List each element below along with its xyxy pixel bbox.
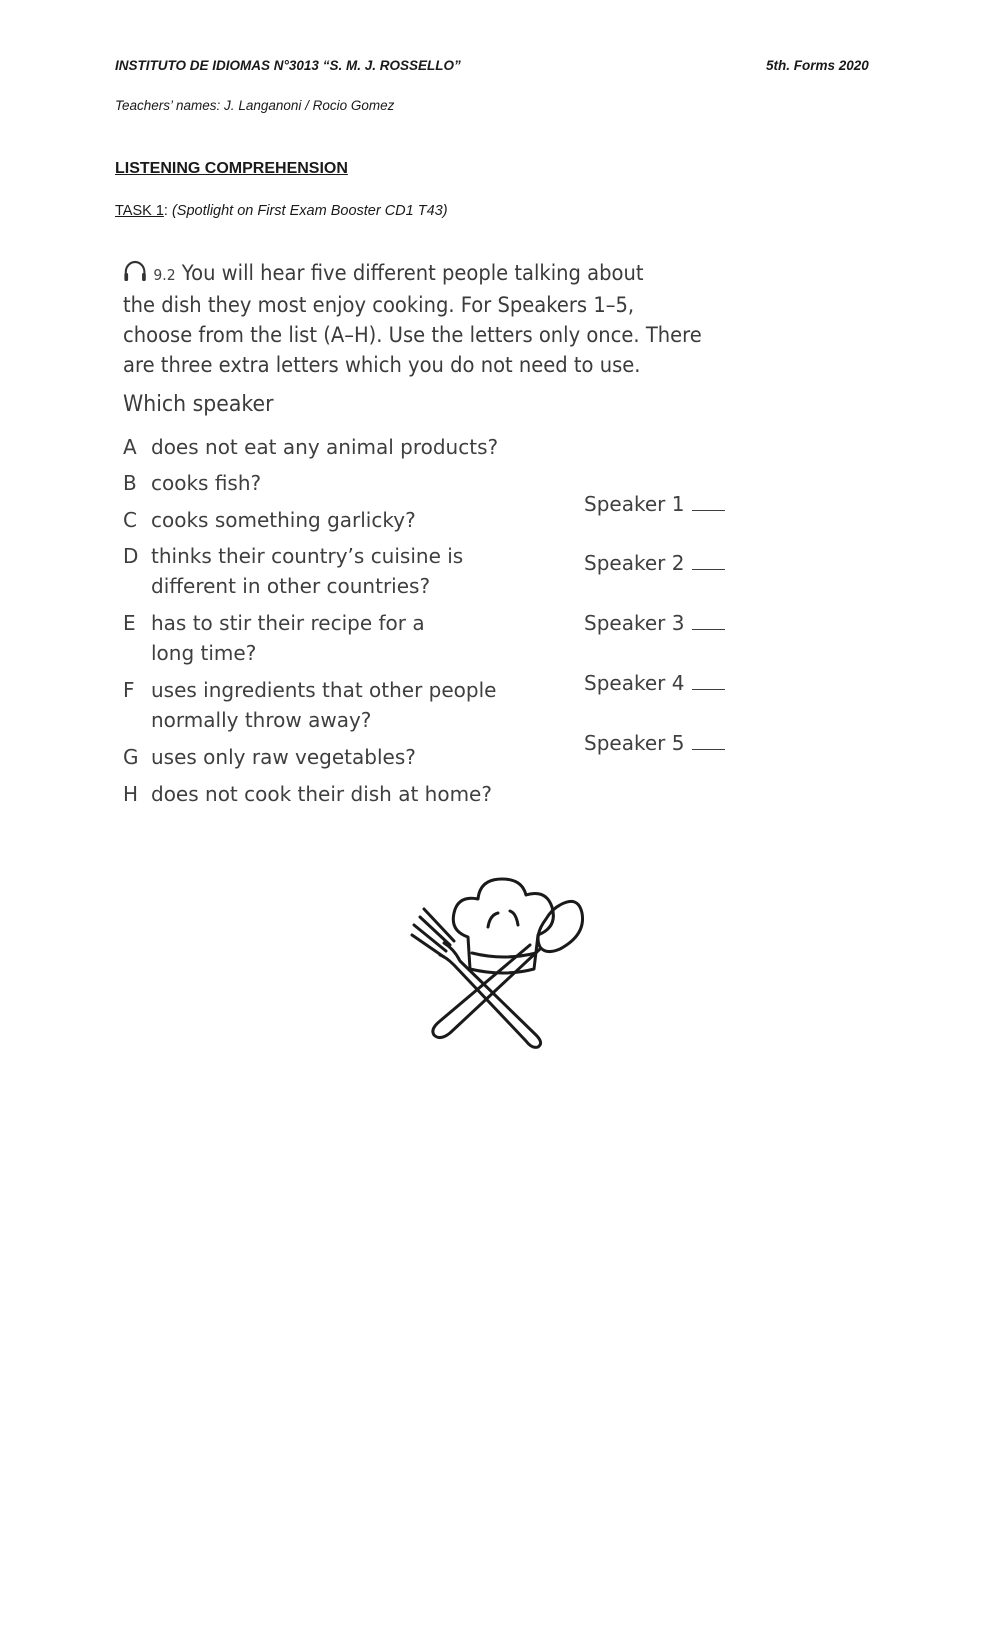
speaker-3-row	[584, 611, 725, 635]
option-letter: A	[123, 435, 137, 459]
answer-blank[interactable]	[692, 551, 725, 570]
option-letter: E	[123, 611, 136, 635]
option-letter: H	[123, 782, 139, 806]
option-text: uses ingredients that other people normally throw away?	[151, 678, 497, 732]
option-letter: F	[123, 678, 135, 702]
speaker-2-row	[584, 551, 725, 575]
speaker-label: Speaker 1	[584, 492, 685, 516]
option-text: does not eat any animal products?	[151, 435, 499, 459]
answer-blank[interactable]	[692, 671, 725, 690]
answer-blank[interactable]	[692, 731, 725, 750]
section-title: LISTENING COMPREHENSION	[115, 160, 348, 177]
speaker-label: Speaker 2	[584, 551, 685, 575]
option-text: cooks something garlicky?	[151, 508, 416, 532]
speaker-5-row	[584, 731, 725, 755]
track-number: 9.2	[153, 266, 176, 284]
task-source: (Spotlight on First Exam Booster CD1 T43)	[171, 203, 448, 219]
speaker-label: Speaker 3	[584, 611, 685, 635]
instruction-line-3: choose from the list (A–H). Use the letters only once. There	[123, 323, 702, 347]
speaker-4-row	[584, 671, 725, 695]
teachers-names: Teachers’ names: J. Langanoni / Rocio Gomez	[115, 98, 395, 113]
option-text: uses only raw vegetables?	[151, 745, 416, 769]
speaker-1-row	[584, 492, 725, 516]
option-letter: G	[123, 745, 139, 769]
instruction-line-1	[123, 258, 681, 290]
speaker-label: Speaker 5	[584, 731, 685, 755]
task-colon: :	[163, 203, 168, 219]
option-letter: C	[123, 508, 137, 532]
option-letter: B	[123, 471, 137, 495]
option-text: cooks fish?	[151, 471, 262, 495]
speaker-label: Speaker 4	[584, 671, 685, 695]
forms-year: 5th. Forms 2020	[766, 58, 869, 73]
question-heading: Which speaker	[123, 392, 274, 417]
option-text: thinks their country’s cuisine is different in other countries?	[151, 544, 464, 598]
task-label: TASK 1	[115, 203, 164, 219]
option-text: does not cook their dish at home?	[151, 782, 492, 806]
instructions	[123, 258, 723, 380]
answer-blank[interactable]	[692, 611, 725, 630]
institute-name: INSTITUTO DE IDIOMAS N°3013 “S. M. J. ROSSELLO”	[115, 58, 461, 73]
instruction-line-2: the dish they most enjoy cooking. For Speakers 1–5,	[123, 293, 635, 317]
task-line	[115, 203, 448, 219]
instruction-line-4: are three extra letters which you do not need to use.	[123, 353, 641, 377]
chef-hat-fork-spoon-icon	[410, 865, 600, 1050]
headphones-icon	[123, 260, 147, 282]
option-letter: D	[123, 544, 139, 568]
answer-blank[interactable]	[692, 492, 725, 511]
option-text: has to stir their recipe for a long time?	[151, 611, 425, 665]
instruction-text-1: You will hear five different people talking about	[181, 261, 644, 285]
